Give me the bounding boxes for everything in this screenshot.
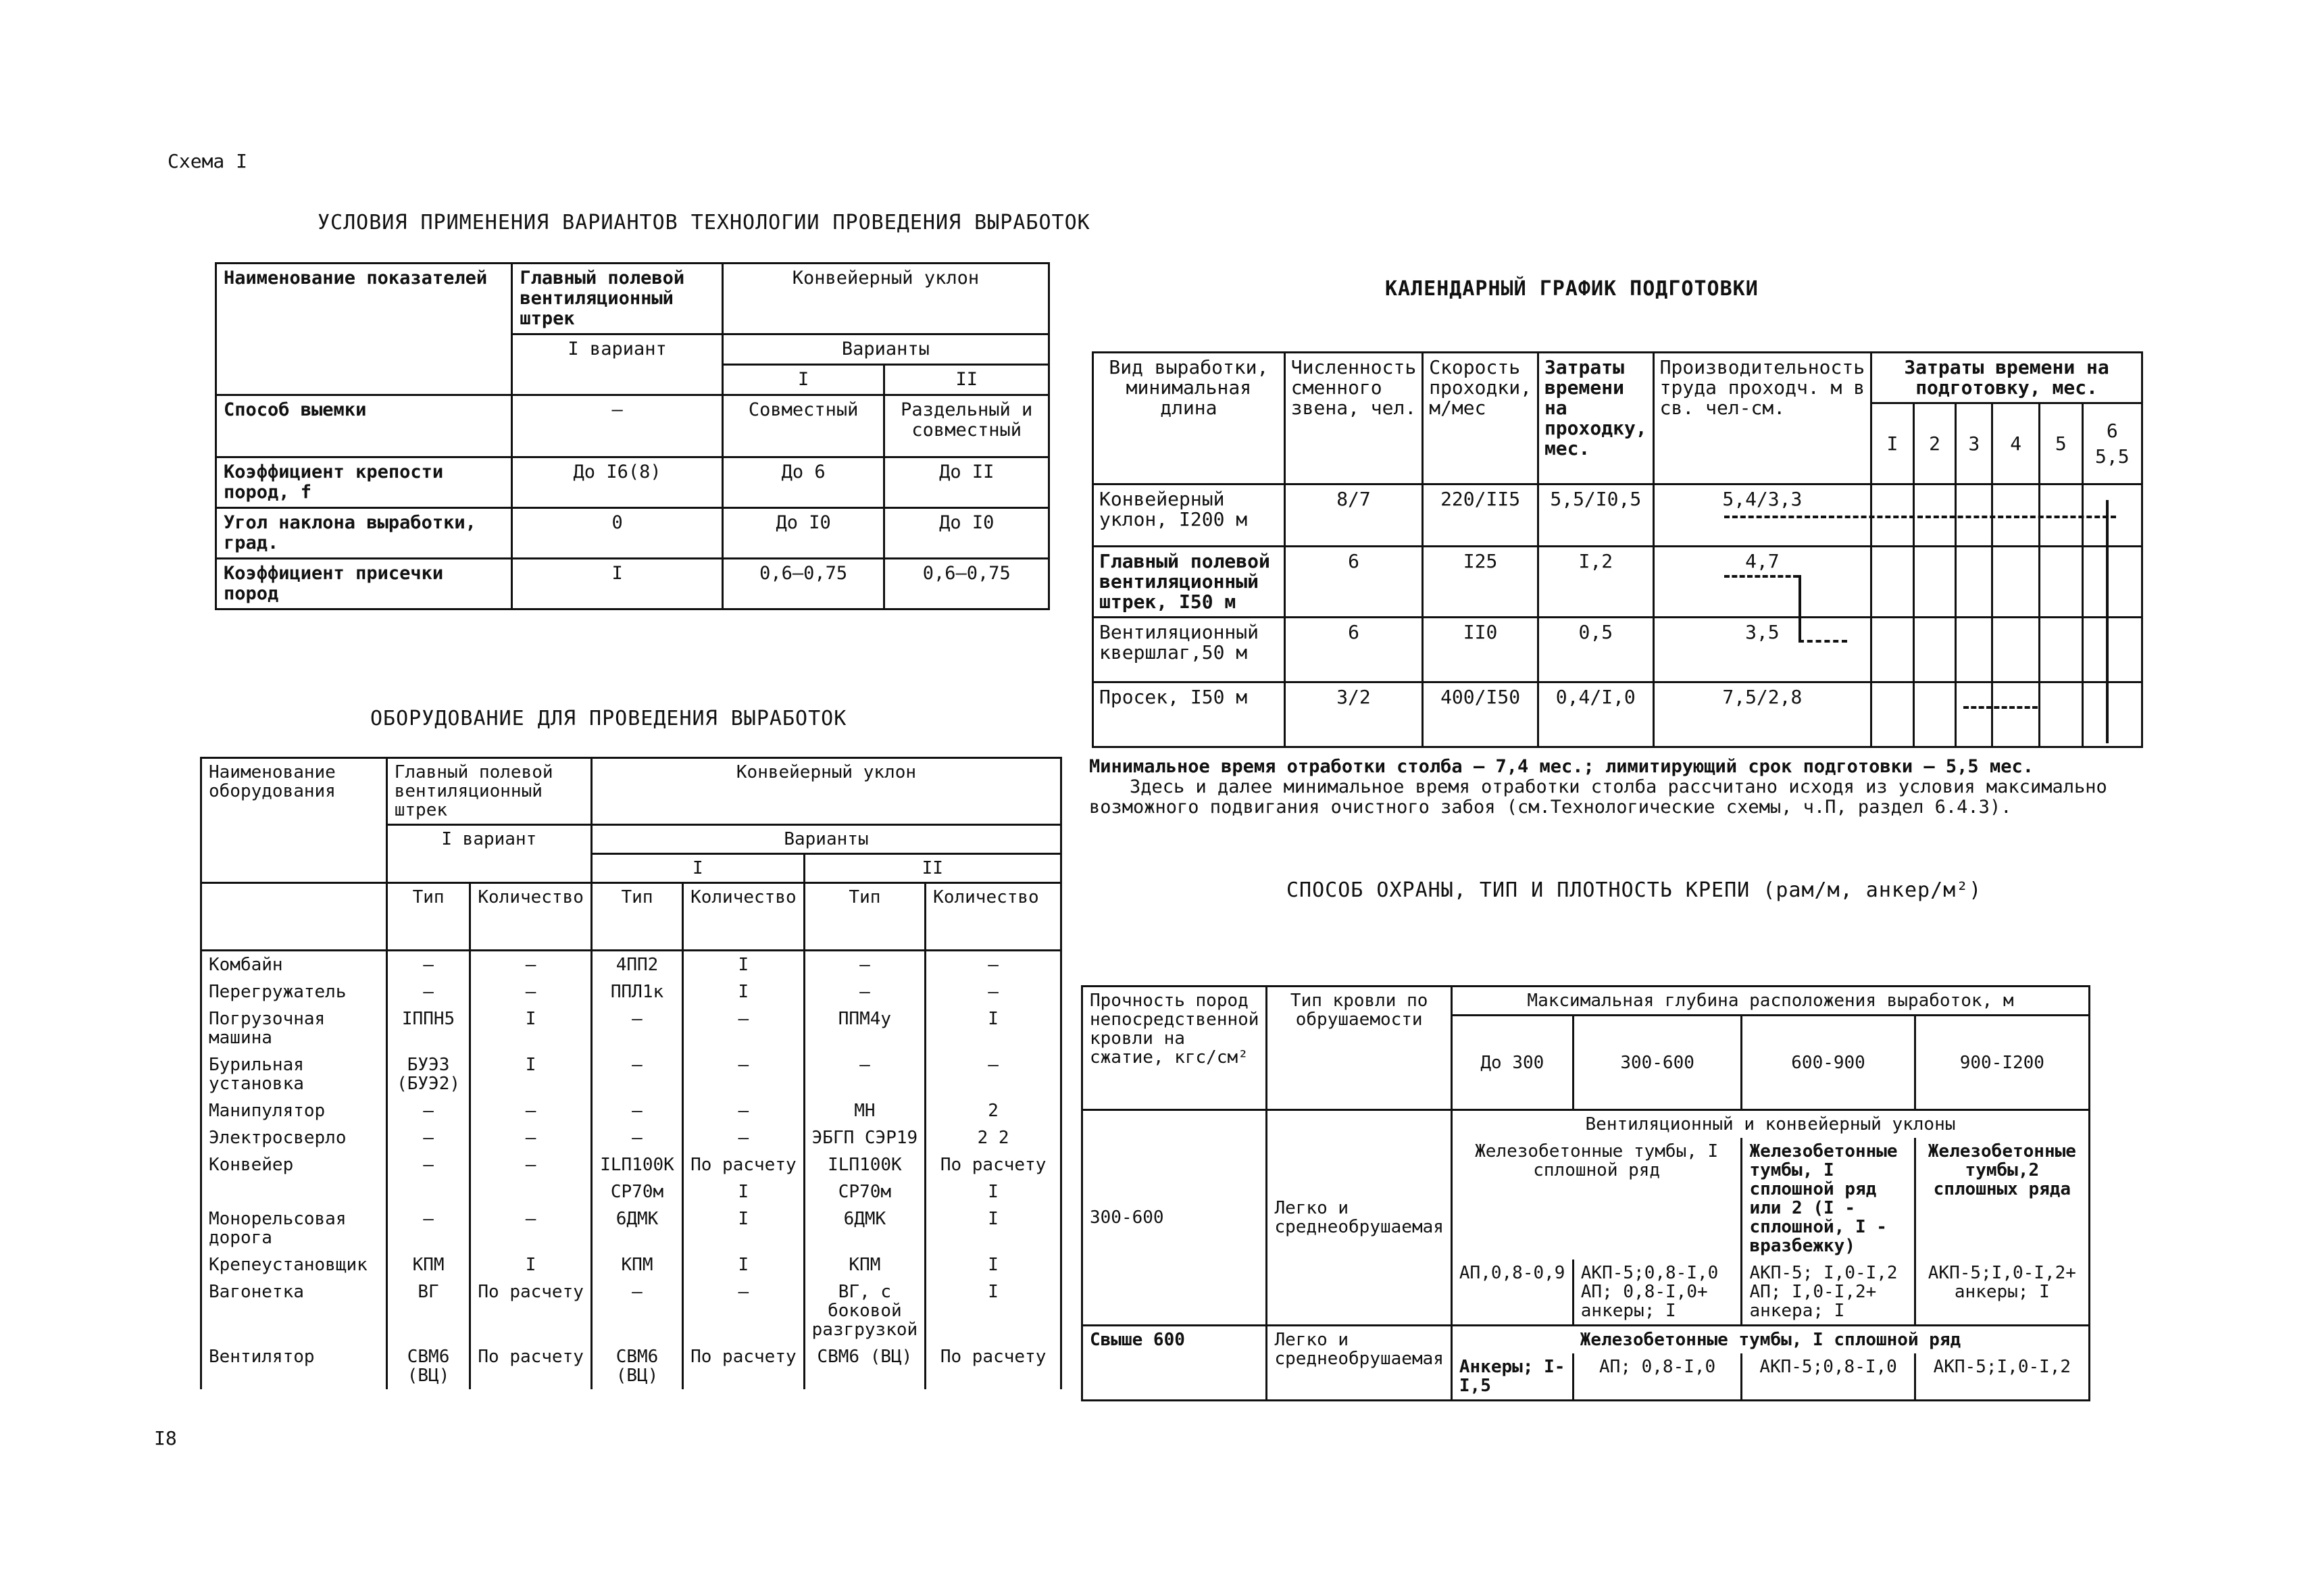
- table-cell: 7,5/2,8: [1653, 682, 1871, 747]
- gantt-bar-conveyor: [1724, 516, 2116, 518]
- table-cell: –: [470, 951, 592, 979]
- table-cell: I,2: [1538, 547, 1653, 618]
- calendar-table: [1092, 351, 2143, 748]
- table-cell: ППЛ1к: [591, 978, 682, 1005]
- equipment-head-qty: Количество: [470, 883, 592, 951]
- table-cell: I: [683, 1251, 805, 1278]
- table-cell: –: [804, 951, 926, 979]
- calendar-head-months: Затраты времени на подготовку, мес.: [1871, 353, 2142, 403]
- table-cell: МН: [804, 1097, 926, 1124]
- calendar-head-time: Затраты времени на проходку, мес.: [1538, 353, 1653, 484]
- table-cell: По расчету: [926, 1151, 1061, 1178]
- conditions-head-variants: Варианты: [722, 334, 1049, 365]
- table-cell: –: [591, 1097, 682, 1124]
- limit-mark: 5,5: [2094, 445, 2130, 468]
- depth-label: 600-900: [1742, 1016, 1915, 1110]
- table-cell: –: [926, 1051, 1061, 1097]
- equipment-head-qty: Количество: [683, 883, 805, 951]
- table-cell: 4ПП2: [591, 951, 682, 979]
- conditions-head-variant1: I вариант: [512, 334, 723, 395]
- table-cell: 6: [1284, 547, 1422, 618]
- table-cell: I: [512, 559, 723, 609]
- table-cell: –: [804, 1051, 926, 1097]
- depth-label: 300-600: [1573, 1016, 1742, 1110]
- table-cell: ЭБГП СЭР19: [804, 1124, 926, 1151]
- table-cell: –: [512, 395, 723, 457]
- month-label: 3: [1956, 403, 1992, 484]
- table-cell: СВМ6 (ВЦ): [386, 1343, 470, 1389]
- table-row: [201, 1151, 1061, 1178]
- support-r1-d4: АКП-5;I,0-I,2+ анкеры; I: [1915, 1260, 2089, 1326]
- table-cell: –: [683, 1005, 805, 1051]
- table-row: [201, 1124, 1061, 1151]
- support-r2-method: Железобетонные тумбы, I сплошной ряд: [1451, 1326, 2089, 1354]
- table-cell: –: [386, 951, 470, 979]
- table-cell: До II: [884, 457, 1049, 508]
- table-cell: До I0: [884, 508, 1049, 559]
- table-cell: I: [470, 1251, 592, 1278]
- table-cell: 400/I50: [1423, 682, 1538, 747]
- calendar-row-kind: Вентиляционный квершлаг,50 м: [1093, 618, 1285, 682]
- table-cell: 3/2: [1284, 682, 1422, 747]
- table-row-name: Коэффициент крепости пород, f: [216, 457, 512, 508]
- table-cell: II0: [1423, 618, 1538, 682]
- table-cell: –: [386, 1151, 470, 1178]
- calendar-row-kind: Просек, I50 м: [1093, 682, 1285, 747]
- support-r1-d1: АП,0,8-0,9: [1451, 1260, 1573, 1326]
- calendar-head-crew: Численность сменного звена, чел.: [1284, 353, 1422, 484]
- table-cell: Раздельный и совместный: [884, 395, 1049, 457]
- month-label: 5: [2040, 403, 2082, 484]
- table-cell: [386, 1178, 470, 1205]
- table-cell: ILП100К: [591, 1151, 682, 1178]
- equipment-head-variants: Варианты: [591, 825, 1061, 854]
- equipment-row-name: Электросверло: [201, 1124, 387, 1151]
- table-row: [201, 1005, 1061, 1051]
- equipment-table: [200, 757, 1062, 1389]
- support-r2-roof: Легко и среднеобрушаемая: [1267, 1326, 1451, 1401]
- gantt-limit-line: [2106, 500, 2109, 743]
- calendar-note: [1089, 757, 2116, 818]
- table-cell: СВМ6 (ВЦ): [591, 1343, 682, 1389]
- calendar-head-prod: Производительность труда проходч. м в св. чел-см.: [1653, 353, 1871, 484]
- support-r2-d4: АКП-5;I,0-I,2: [1915, 1353, 2089, 1401]
- table-cell: –: [591, 1278, 682, 1343]
- calendar-row-kind: Конвейерный уклон, I200 м: [1093, 484, 1285, 547]
- equipment-row-name: [201, 1178, 387, 1205]
- table-cell: –: [470, 1151, 592, 1178]
- table-cell: 6ДМК: [804, 1205, 926, 1251]
- equipment-row-name: Манипулятор: [201, 1097, 387, 1124]
- support-r1-strength: 300-600: [1082, 1110, 1267, 1326]
- table-cell: I: [926, 1251, 1061, 1278]
- table-cell: До 6: [722, 457, 884, 508]
- calendar-head-kind: Вид выработки, минимальная длина: [1093, 353, 1285, 484]
- month-label-6: 6: [2106, 419, 2118, 442]
- depth-label: До 300: [1451, 1016, 1573, 1110]
- equipment-head-conveyor: Конвейерный уклон: [591, 758, 1061, 825]
- conditions-table: [215, 262, 1050, 610]
- equipment-head-main: Главный полевой вентиляционный штрек: [386, 758, 591, 825]
- table-cell: –: [683, 1124, 805, 1151]
- table-cell: До I0: [722, 508, 884, 559]
- table-cell: –: [683, 1097, 805, 1124]
- conditions-head-II: II: [884, 365, 1049, 395]
- table-cell: –: [683, 1051, 805, 1097]
- table-cell: –: [804, 978, 926, 1005]
- table-row: [201, 1251, 1061, 1278]
- table-cell: –: [470, 1124, 592, 1151]
- equipment-head-I: I: [591, 854, 804, 883]
- equipment-row-name: Вагонетка: [201, 1278, 387, 1343]
- equipment-head-type: Тип: [591, 883, 682, 951]
- table-cell: I25: [1423, 547, 1538, 618]
- table-cell: 5,5/I0,5: [1538, 484, 1653, 547]
- scheme-label: Схема I: [168, 150, 248, 172]
- depth-label: 900-I200: [1915, 1016, 2089, 1110]
- table-cell: КПМ: [591, 1251, 682, 1278]
- calendar-note-2: Здесь и далее минимальное время отработки столба рассчитано исходя из условия максимально возможного подвигания очистного забоя (см.Технологические схемы, ч.П, раздел 6.4.3).: [1089, 776, 2107, 818]
- table-cell: БУЭ3 (БУЭ2): [386, 1051, 470, 1097]
- table-cell: –: [591, 1124, 682, 1151]
- table-row: [201, 1343, 1061, 1389]
- support-head-roof: Тип кровли по обрушаемости: [1267, 987, 1451, 1110]
- equipment-head-type: Тип: [386, 883, 470, 951]
- table-cell: –: [926, 978, 1061, 1005]
- month-label: 4: [1992, 403, 2040, 484]
- equipment-head-type: Тип: [804, 883, 926, 951]
- calendar-row-kind: Главный полевой вентиляционный штрек, I50 м: [1093, 547, 1285, 618]
- support-r1-method-4: Железобетонные тумбы,2 сплошных ряда: [1915, 1138, 2089, 1260]
- month-label: [2082, 403, 2142, 484]
- gantt-bar-crosscut: [1799, 640, 1847, 643]
- table-row-name: Коэффициент присечки пород: [216, 559, 512, 609]
- equipment-row-name: Бурильная установка: [201, 1051, 387, 1097]
- support-r1-roof: Легко и среднеобрушаемая: [1267, 1110, 1451, 1326]
- conditions-head-I: I: [722, 365, 884, 395]
- table-cell: 220/II5: [1423, 484, 1538, 547]
- table-cell: –: [386, 1097, 470, 1124]
- table-cell: IППН5: [386, 1005, 470, 1051]
- table-cell: I: [683, 1178, 805, 1205]
- table-cell: 0,6–0,75: [884, 559, 1049, 609]
- conditions-head-indicator: Наименование показателей: [216, 264, 512, 395]
- gantt-bar-main: [1724, 575, 1799, 578]
- table-row: [201, 1051, 1061, 1097]
- gantt-link: [1799, 575, 1801, 640]
- table-row-name: Угол наклона выработки, град.: [216, 508, 512, 559]
- table-cell: –: [926, 951, 1061, 979]
- table-row: [201, 1178, 1061, 1205]
- equipment-head-variant1: I вариант: [386, 825, 591, 883]
- table-cell: По расчету: [683, 1151, 805, 1178]
- equipment-head-name: Наименование оборудования: [201, 758, 387, 883]
- table-cell: СР70м: [804, 1178, 926, 1205]
- table-row: [201, 951, 1061, 979]
- table-row: [201, 1278, 1061, 1343]
- table-cell: ВГ: [386, 1278, 470, 1343]
- table-cell: –: [386, 1205, 470, 1251]
- equipment-row-name: Погрузочная машина: [201, 1005, 387, 1051]
- equipment-row-name: Комбайн: [201, 951, 387, 979]
- table-cell: 8/7: [1284, 484, 1422, 547]
- table-cell: I: [470, 1005, 592, 1051]
- equipment-row-name: Крепеустановщик: [201, 1251, 387, 1278]
- support-section: Вентиляционный и конвейерный уклоны: [1451, 1110, 2089, 1139]
- table-cell: 0,5: [1538, 618, 1653, 682]
- table-cell: –: [683, 1278, 805, 1343]
- support-r2-strength: Свыше 600: [1082, 1326, 1267, 1401]
- table-cell: –: [386, 978, 470, 1005]
- table-cell: КПМ: [386, 1251, 470, 1278]
- table-row: [201, 1097, 1061, 1124]
- table-cell: –: [591, 1051, 682, 1097]
- gantt-bar-prosek: [1963, 706, 2038, 709]
- equipment-head-qty: Количество: [926, 883, 1061, 951]
- table-cell: I: [683, 951, 805, 979]
- support-head-strength: Прочность пород непосредственной кровли на сжатие, кгс/см²: [1082, 987, 1267, 1110]
- conditions-head-conveyor: Конвейерный уклон: [722, 264, 1049, 334]
- calendar-note-1: Минимальное время отработки столба – 7,4 мес.; лимитирующий срок подготовки – 5,5 мес.: [1089, 756, 2034, 777]
- table-row: [201, 978, 1061, 1005]
- table-cell: [470, 1178, 592, 1205]
- month-label: 2: [1913, 403, 1956, 484]
- conditions-head-main: Главный полевой вентиляционный штрек: [512, 264, 723, 334]
- table-cell: I: [926, 1278, 1061, 1343]
- table-cell: 2: [926, 1097, 1061, 1124]
- table-cell: I: [926, 1005, 1061, 1051]
- table-cell: Совместный: [722, 395, 884, 457]
- table-cell: По расчету: [683, 1343, 805, 1389]
- table-cell: I: [926, 1178, 1061, 1205]
- calendar-title: КАЛЕНДАРНЫЙ ГРАФИК ПОДГОТОВКИ: [1385, 277, 1759, 301]
- support-r2-d1: Анкеры; I-I,5: [1451, 1353, 1573, 1401]
- table-cell: –: [386, 1124, 470, 1151]
- table-cell: КПМ: [804, 1251, 926, 1278]
- table-cell: I: [926, 1205, 1061, 1251]
- support-r2-d2: АП; 0,8-I,0: [1573, 1353, 1742, 1401]
- support-r1-method-3: Железобетонные тумбы, I сплошной ряд или 2 (I - сплошной, I - вразбежку): [1742, 1138, 1915, 1260]
- table-cell: 0,6–0,75: [722, 559, 884, 609]
- support-r2-d3: АКП-5;0,8-I,0: [1742, 1353, 1915, 1401]
- equipment-row-name: Монорельсовая дорога: [201, 1205, 387, 1251]
- table-cell: 4,7: [1653, 547, 1871, 618]
- page-number: I8: [154, 1427, 177, 1449]
- equipment-row-name: Вентилятор: [201, 1343, 387, 1389]
- equipment-head-II: II: [804, 854, 1061, 883]
- table-row-name: Способ выемки: [216, 395, 512, 457]
- table-cell: –: [470, 1097, 592, 1124]
- table-cell: 2 2: [926, 1124, 1061, 1151]
- equipment-row-name: Конвейер: [201, 1151, 387, 1178]
- table-cell: 0: [512, 508, 723, 559]
- support-head-depth: Максимальная глубина расположения выработок, м: [1451, 987, 2089, 1016]
- table-cell: СР70м: [591, 1178, 682, 1205]
- table-cell: По расчету: [926, 1343, 1061, 1389]
- table-cell: I: [683, 978, 805, 1005]
- support-title: СПОСОБ ОХРАНЫ, ТИП И ПЛОТНОСТЬ КРЕПИ (рам/м, анкер/м²): [1286, 878, 1982, 902]
- table-cell: –: [470, 1205, 592, 1251]
- table-row: [201, 1205, 1061, 1251]
- table-cell: По расчету: [470, 1343, 592, 1389]
- table-cell: По расчету: [470, 1278, 592, 1343]
- support-table: [1081, 985, 2090, 1401]
- support-r1-method-12: Железобетонные тумбы, I сплошной ряд: [1451, 1138, 1742, 1260]
- equipment-title: ОБОРУДОВАНИЕ ДЛЯ ПРОВЕДЕНИЯ ВЫРАБОТОК: [370, 707, 847, 730]
- table-cell: –: [591, 1005, 682, 1051]
- support-r1-d3: АКП-5; I,0-I,2 АП; I,0-I,2+ анкера; I: [1742, 1260, 1915, 1326]
- table-cell: –: [470, 978, 592, 1005]
- table-cell: 5,4/3,3: [1653, 484, 1871, 547]
- calendar-head-speed: Скорость проходки, м/мес: [1423, 353, 1538, 484]
- table-cell: I: [470, 1051, 592, 1097]
- month-label: I: [1871, 403, 1914, 484]
- table-cell: 6: [1284, 618, 1422, 682]
- table-cell: До I6(8): [512, 457, 723, 508]
- conditions-title: УСЛОВИЯ ПРИМЕНЕНИЯ ВАРИАНТОВ ТЕХНОЛОГИИ ПРОВЕДЕНИЯ ВЫРАБОТОК: [318, 211, 1090, 234]
- support-r1-d2: АКП-5;0,8-I,0 АП; 0,8-I,0+ анкеры; I: [1573, 1260, 1742, 1326]
- table-cell: СВМ6 (ВЦ): [804, 1343, 926, 1389]
- table-cell: 0,4/I,0: [1538, 682, 1653, 747]
- table-cell: 6ДМК: [591, 1205, 682, 1251]
- equipment-row-name: Перегружатель: [201, 978, 387, 1005]
- table-cell: ВГ, с боковой разгрузкой: [804, 1278, 926, 1343]
- table-cell: ППМ4у: [804, 1005, 926, 1051]
- table-cell: ILП100К: [804, 1151, 926, 1178]
- table-cell: I: [683, 1205, 805, 1251]
- table-cell: 3,5: [1653, 618, 1871, 682]
